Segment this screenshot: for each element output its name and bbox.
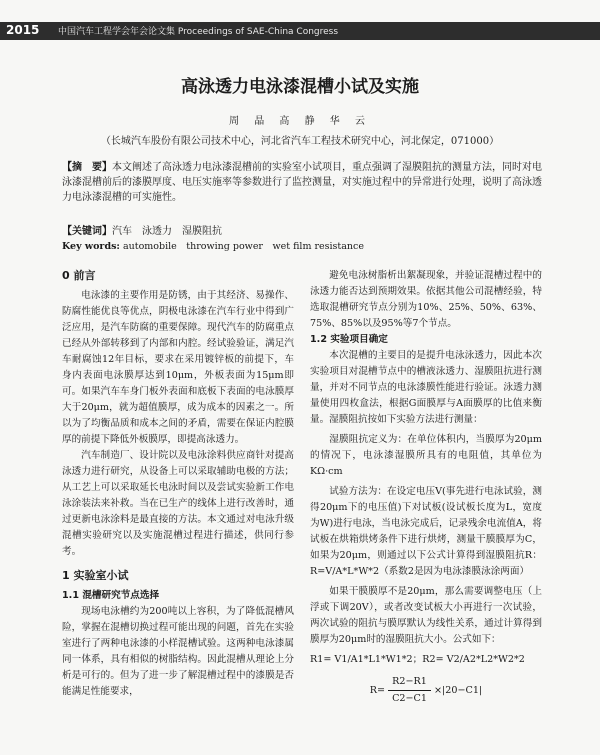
formula-1: R1= V1/A1*L1*W1*2；R2= V2/A2*L2*W2*2 xyxy=(310,654,525,665)
abstract-label: 【摘 要】 xyxy=(62,162,112,173)
authors: 周 晶 高 静 华 云 xyxy=(229,116,371,127)
formula-2 xyxy=(310,674,542,707)
affiliation: （长城汽车股份有限公司技术中心，河北省汽车工程技术研究中心，河北保定，071000） xyxy=(100,136,500,147)
section-0-title: 0 前言 xyxy=(62,269,96,282)
formula-2-denominator: C2−C1 xyxy=(392,693,427,704)
formula-2-fraction xyxy=(388,674,431,707)
keywords-label: 【关键词】 xyxy=(62,226,112,237)
keywords-en-label: Key words: xyxy=(62,241,120,252)
section-1-title: 1 实验室小试 xyxy=(62,569,129,582)
formula-2-lhs: R= xyxy=(369,684,386,696)
section-1-1-paragraph: 现场电泳槽约为200吨以上容积，为了降低混槽风险，掌握在混槽切换过程可能出现的问题，首先在实验室进行了两种电泳漆的小样混槽试验。这两种电泳漆属同一体系，具有相似的树脂结构。因此混槽从理论上分析是可行的。但为了进一步了解混槽过程中的漆膜是否能满足性能要求， xyxy=(62,606,294,697)
abstract xyxy=(62,160,542,205)
right-column xyxy=(310,268,542,707)
section-0-paragraph-2: 汽车制造厂、设计院以及电泳涂料供应商针对提高泳透力进行研究，从设备上可以采取辅助电极的方法；从工艺上可以采取延长电泳时间以及尝试实验新工作电泳涂装法来补救。当在已生产的线体上进行改善时，通过更新电泳涂料是最直接的方法。本文通过对电泳升级混槽实验研究以及实施混槽过程进行描述，供同行参考。 xyxy=(62,450,294,557)
keywords-en xyxy=(62,238,364,252)
continued-paragraph: 避免电泳树脂析出絮凝现象，并验证混槽过程中的泳透力能否达到预期效果。依据其他公司混槽经验，特选取混槽研究节点分别为10%、25%、50%、63%、75%、85%以及95%等7个节点。 xyxy=(310,270,542,329)
keywords-text: 汽车 泳透力 湿膜阻抗 xyxy=(112,226,222,237)
adjust-paragraph: 如果干膜膜厚不是20μm，那么需要调整电压（上浮或下调20V），或者改变试板大小再进行一次试验，两次试验的阻抗与膜厚默认为线性关系，通过计算得到膜厚为20μm时的湿膜阻抗大小。公式如下： xyxy=(310,586,542,645)
running-header xyxy=(0,22,600,40)
method-paragraph: 试验方法为：在设定电压V(事先进行电泳试验，测得20μm下的电压值)下对试板(设试板长度为L，宽度为W)进行电泳，当电泳完成后，记录残余电流值A，将试板在烘箱烘烤条件下进行烘烤，测量干膜膜厚为C，如果为20μm，则通过以下公式计算得到湿膜阻抗R：R=V/A*L*W*2（系数2是因为电泳漆膜泳涂两面） xyxy=(310,486,542,577)
section-1-2-paragraph: 本次混槽的主要目的是提升电泳泳透力，因此本次实验项目对混槽节点中的槽液泳透力、湿膜阻抗进行测量，并对不同节点的电泳漆膜性能进行验证。泳透力测量使用四枚盒法，根据G面膜厚与A面膜厚的比值来衡量。湿膜阻抗按如下实验方法进行测量： xyxy=(310,350,542,425)
keywords xyxy=(62,222,222,237)
keywords-en-text: automobile throwing power wet film resistance xyxy=(122,241,364,252)
section-1-2-title: 1.2 实验项目确定 xyxy=(310,334,388,345)
header-year: 2015 xyxy=(6,23,40,37)
section-0-paragraph-1: 电泳漆的主要作用是防锈，由于其经济、易操作、防腐性能优良等优点，阴极电泳漆在汽车行业中得到广泛应用，是汽车防腐的重要保障。现代汽车的防腐重点已经从外部转移到了内部和内腔。经试验验证，满足汽车耐腐蚀12年目标，要求在采用镀锌板的前提下，车身内表面电泳膜厚达到10μm，外板表面为15μm即可。如果汽车车身门板外表面和底板下表面的电泳膜厚大于20μm，就为超值膜厚，成为成本的因素之一。所以为了均衡品质和成本之间的矛盾，需要在保证内腔膜厚的前提下降低外板膜厚，即提高泳透力。 xyxy=(62,290,294,445)
definition-paragraph: 湿膜阻抗定义为：在单位体积内，当膜厚为20μm的情况下，电泳漆湿膜所具有的电阻值，其单位为KΩ·cm xyxy=(310,434,542,477)
formula-2-rhs: ×|20−C1| xyxy=(434,684,483,696)
paper-title: 高泳透力电泳漆混槽小试及实施 xyxy=(181,77,419,97)
header-conference: 中国汽车工程学会年会论文集 Proceedings of SAE-China Congress xyxy=(58,27,339,37)
abstract-text: 本文阐述了高泳透力电泳漆混槽前的实验室小试项目，重点强调了湿膜阻抗的测量方法，同时对电泳漆混槽前后的漆膜厚度、电压实施率等参数进行了监控测量，对实施过程中的异常进行处理，说明了高泳透力电泳漆混槽的可实施性。 xyxy=(62,162,542,203)
left-column xyxy=(62,268,294,700)
section-1-1-title: 1.1 混槽研究节点选择 xyxy=(62,590,160,601)
formula-2-numerator: R2−R1 xyxy=(388,674,431,691)
